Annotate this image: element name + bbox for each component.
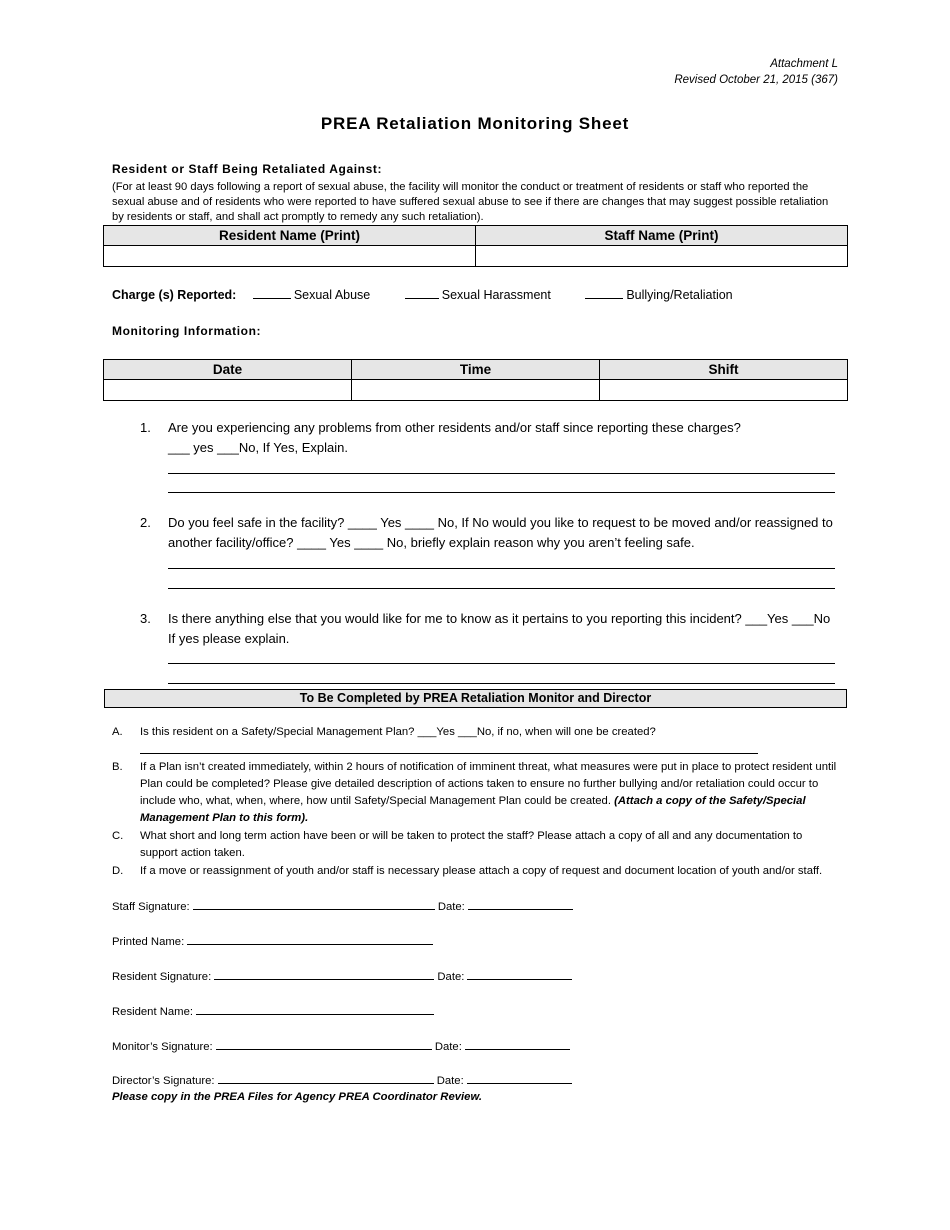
staff-name-cell[interactable] xyxy=(476,246,848,267)
time-header: Time xyxy=(352,360,600,380)
item-text: If a move or reassignment of youth and/or staff is necessary please attach a copy of request and document location of youth and/or staff. xyxy=(140,865,823,877)
item-text: What short and long term action have been or will be taken to protect the staff? Please attach a copy of all and any documentation to support action taken. xyxy=(140,830,803,859)
question-3 xyxy=(140,609,840,649)
shift-cell[interactable] xyxy=(600,380,848,401)
question-text: Do you feel safe in the facility? ____ Yes ____ No, If No would you like to request to be moved and/or reassigned to xyxy=(168,515,833,530)
time-cell[interactable] xyxy=(352,380,600,401)
staff-signature-row xyxy=(112,899,573,913)
item-letter: D. xyxy=(112,865,124,877)
staff-signature-field[interactable] xyxy=(193,899,435,910)
resident-signature-label: Resident Signature: xyxy=(112,971,212,983)
answer-line[interactable] xyxy=(168,683,835,684)
question-answer-prompt: If yes please explain. xyxy=(168,631,290,646)
monitor-director-banner: To Be Completed by PREA Retaliation Monitor and Director xyxy=(104,689,847,708)
answer-line[interactable] xyxy=(168,588,835,589)
resident-date-field[interactable] xyxy=(467,969,572,980)
monitor-date-field[interactable] xyxy=(465,1039,570,1050)
answer-line[interactable] xyxy=(168,663,835,664)
question-1 xyxy=(140,418,840,458)
shift-header: Shift xyxy=(600,360,848,380)
item-letter: C. xyxy=(112,830,124,842)
printed-name-field[interactable] xyxy=(187,934,433,945)
charges-reported xyxy=(112,286,761,302)
monitoring-table xyxy=(103,359,848,401)
staff-signature-label: Staff Signature: xyxy=(112,901,190,913)
director-signature-row xyxy=(112,1073,572,1087)
resident-staff-table xyxy=(103,225,848,267)
director-signature-field[interactable] xyxy=(218,1073,434,1084)
director-date-field[interactable] xyxy=(467,1073,572,1084)
resident-section-intro: (For at least 90 days following a report of sexual abuse, the facility will monitor the conduct or treatment of residents or staff who reported the sexual abuse and of residents who were reported to have suffered sexual abuse to see if there are changes that may suggest possible retaliation by residents or staff, and shall act promptly to remedy any such retaliation). xyxy=(112,181,829,223)
date-label: Date: xyxy=(436,1075,464,1087)
item-text: If a Plan isn’t created immediately, within 2 hours of notification of imminent threat, what measures were put in place to protect resident until Plan could be completed? Please give detailed description of actions taken to ensure no further bullying and/or retaliation could occur to include who, what, when, where, how until Safety/Special Management Plan could be created. xyxy=(140,761,837,807)
date-label: Date: xyxy=(437,901,465,913)
question-number: 1. xyxy=(140,420,151,435)
question-number: 2. xyxy=(140,515,151,530)
date-header: Date xyxy=(104,360,352,380)
item-emphasis: (Attach a copy of the Safety/Special Management Plan to this form). xyxy=(140,795,806,824)
attachment-header xyxy=(674,56,838,88)
monitor-signature-label: Monitor’s Signature: xyxy=(112,1041,213,1053)
page-title: PREA Retaliation Monitoring Sheet xyxy=(320,114,630,133)
answer-line[interactable] xyxy=(168,568,835,569)
charge-option-sexual-harassment[interactable]: Sexual Harassment xyxy=(402,288,551,302)
monitor-signature-field[interactable] xyxy=(216,1039,432,1050)
question-text: Are you experiencing any problems from other residents and/or staff since reporting these charges? xyxy=(168,420,741,435)
staff-name-header: Staff Name (Print) xyxy=(476,226,848,246)
item-c xyxy=(112,828,840,862)
item-letter: B. xyxy=(112,761,123,773)
answer-line[interactable] xyxy=(140,753,758,754)
resident-signature-field[interactable] xyxy=(214,969,434,980)
resident-name-field[interactable] xyxy=(196,1004,434,1015)
resident-name-cell[interactable] xyxy=(104,246,476,267)
staff-date-field[interactable] xyxy=(468,899,573,910)
resident-name-label: Resident Name: xyxy=(112,1006,193,1018)
footer-note: Please copy in the PREA Files for Agency PREA Coordinator Review. xyxy=(112,1091,482,1103)
director-signature-label: Director’s Signature: xyxy=(112,1075,215,1087)
item-d xyxy=(112,863,840,880)
question-number: 3. xyxy=(140,611,151,626)
question-answer-prompt: ___ yes ___No, If Yes, Explain. xyxy=(168,440,348,455)
charges-label: Charge (s) Reported: xyxy=(112,288,237,302)
resident-section-heading: Resident or Staff Being Retaliated Against: xyxy=(112,162,383,176)
attachment-label: Attachment L xyxy=(770,58,838,70)
date-cell[interactable] xyxy=(104,380,352,401)
resident-name-row xyxy=(112,1004,434,1018)
item-a xyxy=(112,724,840,741)
resident-signature-row xyxy=(112,969,572,983)
date-label: Date: xyxy=(437,971,465,983)
question-answer-prompt: another facility/office? ____ Yes ____ No, briefly explain reason why you aren’t feeling safe. xyxy=(168,535,695,550)
item-text: Is this resident on a Safety/Special Management Plan? ___Yes ___No, if no, when will one be created? xyxy=(140,726,656,738)
item-letter: A. xyxy=(112,726,123,738)
question-text: Is there anything else that you would like for me to know as it pertains to you reporting this incident? ___Yes ___No xyxy=(168,611,831,626)
revised-date: Revised October 21, 2015 (367) xyxy=(674,74,838,86)
question-2 xyxy=(140,513,840,553)
charge-option-bullying-retaliation[interactable]: Bullying/Retaliation xyxy=(582,288,732,302)
charge-option-sexual-abuse[interactable]: Sexual Abuse xyxy=(250,288,370,302)
monitoring-heading: Monitoring Information: xyxy=(112,324,262,338)
date-label: Date: xyxy=(434,1041,462,1053)
answer-line[interactable] xyxy=(168,492,835,493)
printed-name-label: Printed Name: xyxy=(112,936,185,948)
resident-name-header: Resident Name (Print) xyxy=(104,226,476,246)
item-b xyxy=(112,759,840,827)
printed-name-row xyxy=(112,934,433,948)
monitor-signature-row xyxy=(112,1039,570,1053)
answer-line[interactable] xyxy=(168,473,835,474)
